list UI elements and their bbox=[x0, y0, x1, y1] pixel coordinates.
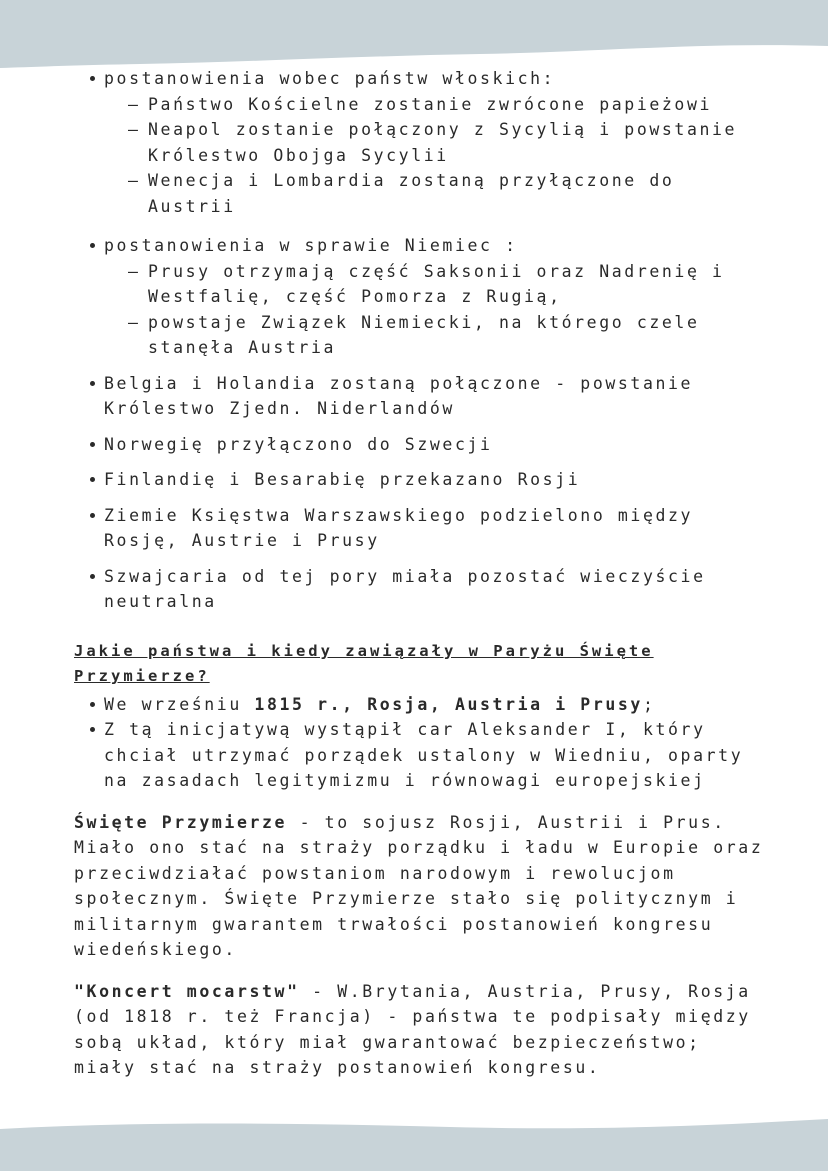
answer-suffix: ; bbox=[642, 694, 656, 714]
answer-prefix: We wrześniu bbox=[104, 694, 255, 714]
notes-content bbox=[74, 66, 764, 1081]
term-bold: Święte Przymierze bbox=[74, 812, 288, 832]
sub-list-item: – Prusy otrzymają część Saksonii oraz Nadrenię i Westfalię, część Pomorza z Rugią, bbox=[128, 259, 764, 310]
congress-decisions-list bbox=[74, 66, 764, 615]
list-item: Belgia i Holandia zostaną połączone - powstanie Królestwo Zjedn. Niderlandów bbox=[74, 371, 764, 422]
question-heading: Jakie państwa i kiedy zawiązały w Paryżu Święte Przymierze? bbox=[74, 641, 654, 685]
definition-text: - to sojusz Rosji, Austrii i Prus. Miało ono stać na straży porządku i ładu w Europie oraz przeciwdziałać powstaniom narodowym i rewolucjom społecznym. Święte Przymierze stało się politycznym i militarnym gwarantem trwałości postanowień kongresu wiedeńskiego. bbox=[74, 812, 764, 959]
list-item: Norwegię przyłączono do Szwecji bbox=[74, 432, 764, 458]
term-bold: "Koncert mocarstw" bbox=[74, 981, 300, 1001]
top-decorative-band bbox=[0, 0, 828, 72]
list-item: Szwajcaria od tej pory miała pozostać wieczyście neutralna bbox=[74, 564, 764, 615]
sub-list-item: – Neapol zostanie połączony z Sycylią i powstanie Królestwo Obojga Sycylii bbox=[128, 117, 764, 168]
italy-heading: postanowienia wobec państw włoskich: bbox=[104, 69, 556, 88]
list-item: Z tą inicjatywą wystąpił car Aleksander I, który chciał utrzymać porządek ustalony w Wiedniu, oparty na zasadach legitymizmu i równowagi europejskiej bbox=[74, 717, 764, 794]
concert-paragraph bbox=[74, 979, 764, 1081]
holy-alliance-paragraph bbox=[74, 810, 764, 963]
definition-text: - W.Brytania, Austria, Prusy, Rosja (od 1818 r. też Francja) - państwa te podpisały między sobą układ, który miał gwarantować bezpieczeństwo; miały stać na straży postanowień kongresu. bbox=[74, 981, 751, 1077]
germany-sublist bbox=[128, 259, 764, 361]
list-item bbox=[74, 692, 764, 718]
question-answers bbox=[74, 692, 764, 794]
list-item bbox=[74, 66, 764, 219]
sub-list-item: – Wenecja i Lombardia zostaną przyłączone do Austrii bbox=[128, 168, 764, 219]
germany-heading: postanowienia w sprawie Niemiec : bbox=[104, 236, 518, 255]
list-item: Finlandię i Besarabię przekazano Rosji bbox=[74, 467, 764, 493]
list-item bbox=[74, 233, 764, 361]
answer-bold: 1815 r., Rosja, Austria i Prusy bbox=[254, 694, 643, 714]
list-item: Ziemie Księstwa Warszawskiego podzielono między Rosję, Austrie i Prusy bbox=[74, 503, 764, 554]
sub-list-item: – Państwo Kościelne zostanie zwrócone papieżowi bbox=[128, 92, 764, 118]
bottom-decorative-band bbox=[0, 1109, 828, 1171]
italy-sublist bbox=[128, 92, 764, 220]
sub-list-item: – powstaje Związek Niemiecki, na którego czele stanęła Austria bbox=[128, 310, 764, 361]
